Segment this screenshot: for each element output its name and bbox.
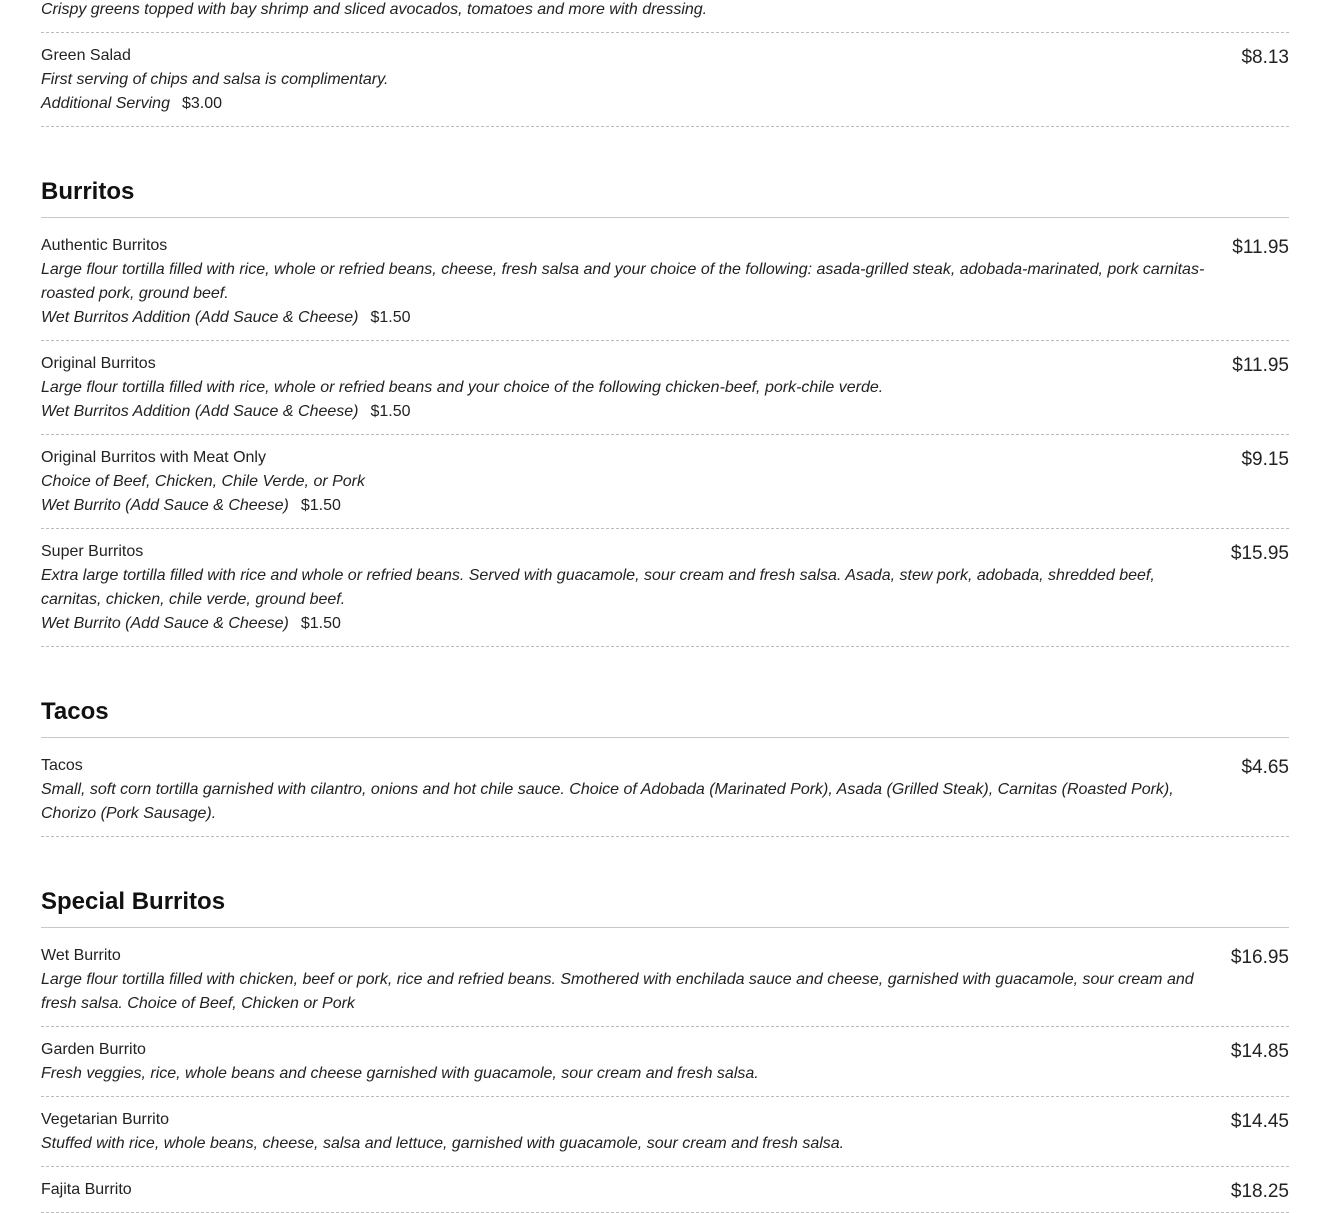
item-description: Large flour tortilla filled with rice, whole or refried beans and your choice of the following chicken-beef, pork-chile verde. xyxy=(41,379,884,396)
item-addon xyxy=(41,306,1289,330)
menu-item-authentic-burritos xyxy=(41,218,1289,341)
item-name: Wet Burrito xyxy=(41,947,121,964)
addon-label: Additional Serving xyxy=(41,95,170,112)
item-price: $11.95 xyxy=(1232,237,1289,258)
menu-item-wet-burrito xyxy=(41,928,1289,1027)
item-description: Large flour tortilla filled with chicken, beef or pork, rice and refried beans. Smothered with enchilada sauce and cheese, garnished with guacamole, sour cream and fresh salsa. Choice of Beef, Chicken or Pork xyxy=(41,971,1194,1012)
item-name: Tacos xyxy=(41,757,83,774)
menu-item-super-burritos xyxy=(41,529,1289,647)
section-title-special-burritos: Special Burritos xyxy=(41,837,1289,928)
menu-item-garden-burrito xyxy=(41,1027,1289,1097)
addon-label: Wet Burrito (Add Sauce & Cheese) xyxy=(41,615,289,632)
item-price: $4.65 xyxy=(1241,757,1289,778)
menu-item-tacos xyxy=(41,738,1289,837)
menu-item-original-burritos-meat-only xyxy=(41,435,1289,529)
addon-price: $1.50 xyxy=(300,497,341,514)
item-addon xyxy=(41,400,1289,424)
item-price: $14.85 xyxy=(1230,1041,1289,1062)
item-price: $18.25 xyxy=(1230,1181,1289,1202)
item-price: $14.45 xyxy=(1230,1111,1289,1132)
addon-price: $3.00 xyxy=(181,95,223,112)
item-description: Crispy greens topped with bay shrimp and sliced avocados, tomatoes and more with dressing. xyxy=(41,1,708,18)
section-title-burritos: Burritos xyxy=(41,127,1289,218)
item-description: Extra large tortilla filled with rice and whole or refried beans. Served with guacamole, sour cream and fresh salsa. Asada, stew pork, adobada, shredded beef, carnitas, chicken, chile verde, ground beef. xyxy=(41,567,1155,608)
item-name: Fajita Burrito xyxy=(41,1181,132,1198)
item-name: Super Burritos xyxy=(41,543,144,560)
item-price: $11.95 xyxy=(1232,355,1289,376)
addon-price: $1.50 xyxy=(300,615,341,632)
item-price: $9.15 xyxy=(1241,449,1289,470)
menu-item-green-salad xyxy=(41,33,1289,127)
item-price: $15.95 xyxy=(1230,543,1289,564)
item-description: First serving of chips and salsa is complimentary. xyxy=(41,71,389,88)
menu-page xyxy=(41,0,1289,1213)
item-name: Green Salad xyxy=(41,47,131,64)
item-addon xyxy=(41,494,1289,518)
addon-price: $1.50 xyxy=(370,403,411,420)
item-description: Small, soft corn tortilla garnished with cilantro, onions and hot chile sauce. Choice of Adobada (Marinated Pork), Asada (Grilled Steak), Carnitas (Roasted Pork), Chorizo (Pork Sausage). xyxy=(41,781,1174,822)
item-price: $16.95 xyxy=(1230,947,1289,968)
item-name: Original Burritos xyxy=(41,355,156,372)
item-addon xyxy=(41,612,1289,636)
menu-item-vegetarian-burrito xyxy=(41,1097,1289,1167)
item-name: Original Burritos with Meat Only xyxy=(41,449,266,466)
item-description: Fresh veggies, rice, whole beans and cheese garnished with guacamole, sour cream and fresh salsa. xyxy=(41,1065,759,1082)
menu-item xyxy=(41,0,1289,33)
item-name: Authentic Burritos xyxy=(41,237,168,254)
item-name: Vegetarian Burrito xyxy=(41,1111,170,1128)
item-description: Large flour tortilla filled with rice, whole or refried beans, cheese, fresh salsa and your choice of the following: asada-grilled steak, adobada-marinated, pork carnitas-roasted pork, ground beef. xyxy=(41,261,1205,302)
addon-label: Wet Burritos Addition (Add Sauce & Cheese) xyxy=(41,403,359,420)
item-description: Stuffed with rice, whole beans, cheese, salsa and lettuce, garnished with guacamole, sour cream and fresh salsa. xyxy=(41,1135,845,1152)
section-title-tacos: Tacos xyxy=(41,647,1289,738)
addon-label: Wet Burritos Addition (Add Sauce & Cheese) xyxy=(41,309,359,326)
item-description: Choice of Beef, Chicken, Chile Verde, or Pork xyxy=(41,473,366,490)
menu-item-original-burritos xyxy=(41,341,1289,435)
menu-item-fajita-burrito xyxy=(41,1167,1289,1213)
addon-label: Wet Burrito (Add Sauce & Cheese) xyxy=(41,497,289,514)
item-price: $8.13 xyxy=(1241,47,1289,68)
addon-price: $1.50 xyxy=(370,309,411,326)
item-name: Garden Burrito xyxy=(41,1041,146,1058)
item-addon xyxy=(41,92,1289,116)
